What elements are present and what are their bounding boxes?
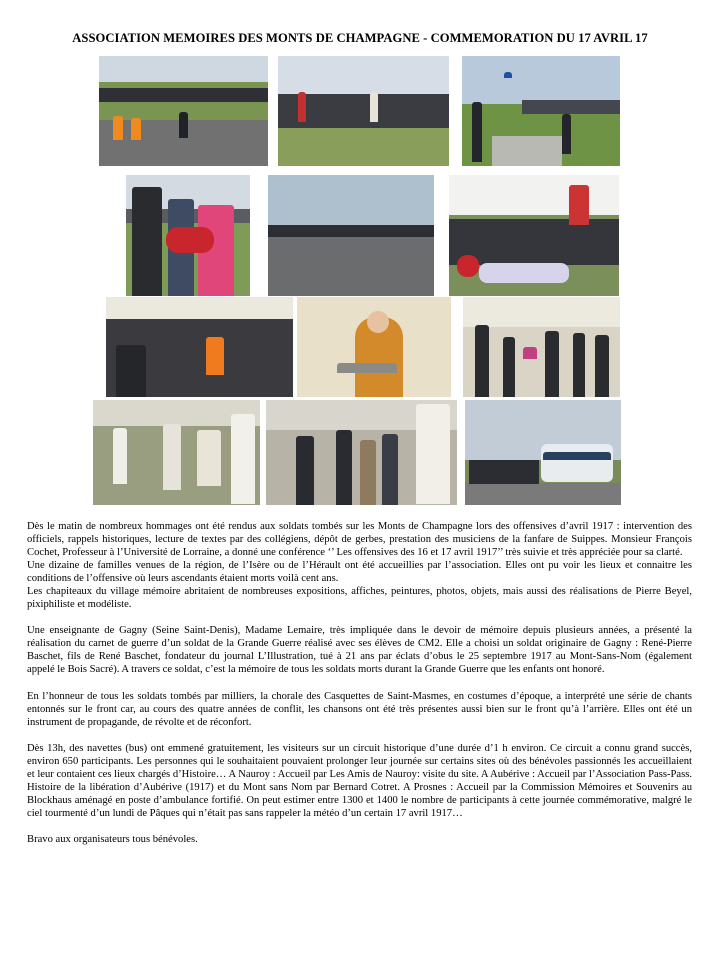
photo-wreath-laying <box>449 175 619 296</box>
page-title: ASSOCIATION MEMOIRES DES MONTS DE CHAMPAGNE - COMMEMORATION DU 17 AVRIL 17 <box>72 31 648 45</box>
photo-shuttle-bus <box>465 400 621 505</box>
paragraph-shuttles: Dès 13h, des navettes (bus) ont emmené gratuitement, les visiteurs sur un circuit historique d’une durée d’1 h environ. Ce circuit a connu grand succès, environ 650 participants. Les personnes qui le souhaitaient pouvaient prolonger leur journée sur certains sites où des bénévoles passionnés les accueillaient et leur contaient ces lieux chargés d’Histoire… A Nauroy : Accueil par Les Amis de Nauroy: visite du site. A Aubérive : Accueil par l’Association Pass-Pass. Histoire de la libération d’Aubérive (1917) et du Mont sans Nom par Bernard Cotret. A Prosnes : Accueil par la Commission Mémoires et Souvenirs au Blockhaus aménagé en poste d’ambulance fortifié. On peut estimer entre 1300 et 1400 le nombre de participants à cette journée commémorative, malgré le ciel tourmenté d’un lundi de Pâques qui n’était pas sans rappeler la météo d’un certain 17 avril 1917… <box>27 742 692 819</box>
spacer <box>27 611 692 624</box>
photo-crowd-road <box>268 175 434 296</box>
article-body <box>27 520 692 846</box>
photo-monument-flags <box>462 56 620 166</box>
spacer <box>27 729 692 742</box>
photo-choir <box>463 297 620 397</box>
paragraph-choir: En l’honneur de tous les soldats tombés par milliers, la chorale des Casquettes de Saint-Masmes, en costumes d’époque, a interprété une série de chants entonnés sur le front car, au cours des quatre années de conflit, les chansons ont été très présentes aussi bien sur le front qu’à l’arrière. Elles ont été un instrument de propagande, de révolte et de réconfort. <box>27 690 692 728</box>
paragraph-tributes: Dès le matin de nombreux hommages ont été rendus aux soldats tombés sur les Monts de Champagne lors des offensives d’avril 1917 : intervention des officiels, rappels historiques, lecture de textes par des collégiens, dépôt de gerbes, prestation des musiciens de la fanfare de Suippes. Monsieur François Cochet, Professeur à l’Université de Lorraine, a donné une conférence ‘’ Les offensives des 16 et 17 avril 1917’’ très suivie et très appréciée pour sa clarté. <box>27 521 692 559</box>
photo-students-wreath <box>126 175 250 296</box>
spacer <box>27 820 692 833</box>
photo-conference-audience <box>106 297 293 397</box>
photo-ceremony-troops <box>99 56 268 166</box>
paragraph-closing: Bravo aux organisateurs tous bénévoles. <box>27 833 198 845</box>
photo-exhibition-visitors <box>266 400 457 505</box>
photo-officials-line <box>278 56 449 166</box>
paragraph-families: Une dizaine de familles venues de la région, de l’Isère ou de l’Hérault ont été accueillies par l’association. Elles ont pu voir les lieux et connaitre les conditions de l’offensive où leurs ascendants étaient morts voilà cent ans. <box>27 560 692 585</box>
paragraph-village-memoire: Les chapiteaux du village mémoire abritaient de nombreuses expositions, affiches, peintures, photos, objets, mais aussi des réalisations de Pierre Beyel, pixiphiliste et modéliste. <box>27 586 692 611</box>
spacer <box>27 677 692 690</box>
photo-exhibition-panels <box>93 400 260 505</box>
photo-speaker-podium <box>297 297 451 397</box>
paragraph-teacher-gagny: Une enseignante de Gagny (Seine Saint-Denis), Madame Lemaire, très impliquée dans le devoir de mémoire depuis plusieurs années, a présenté la réalisation du carnet de guerre d’un soldat de la Grande Guerre réalisé avec ses élèves de CM2. Elle a choisi un soldat originaire de Gagny : René-Pierre Baschet, fils de René Baschet, fondateur du journal L’Illustration, tué à 21 ans par éclats d’obus le 25 septembre 1917 au Mont-Sans-Nom (également appelé le Bois Sacré). A travers ce soldat, c’est la mémoire de tous les soldats morts durant la Grande Guerre que les enfants ont honoré. <box>27 625 692 676</box>
